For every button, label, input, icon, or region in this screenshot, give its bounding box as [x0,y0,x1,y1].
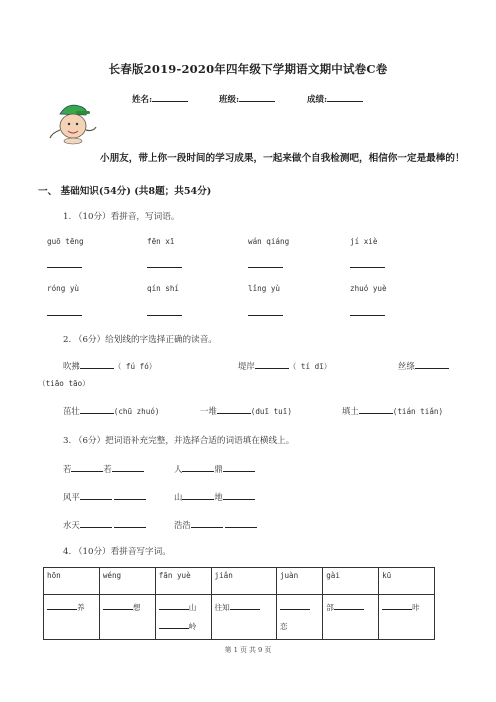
answer-cell[interactable]: 山 岭 [155,595,211,640]
answer-blank[interactable] [147,315,182,316]
page-title: 长春版2019-2020年四年级下学期语文期中试卷C卷 [108,62,388,76]
reading-item: 堤岸 （ tí dī） [238,361,332,371]
name-blank[interactable] [152,92,188,102]
reading-item: 一堆 (duī tuī) [200,406,292,416]
class-blank[interactable] [239,92,275,102]
reading-item: 茁壮 (chū zhuó) [63,406,160,416]
idiom-item: 浩浩 [174,518,257,531]
answer-cell[interactable]: 咔 [379,595,435,640]
idiom-item: 水天 [63,518,146,531]
answer-blank[interactable] [71,462,103,472]
reading-item: 吹拂 （ fú fó） [63,361,157,371]
pinyin-cell: jiǎn [211,568,276,595]
reading-options: （tiāo tāo） [38,379,90,388]
answer-blank[interactable] [114,518,146,528]
reading-item: 丝绦 [398,359,449,372]
pinyin-cell: hōn [44,568,100,595]
pinyin-item: róng yù [47,284,80,293]
answer-blank[interactable] [112,462,144,472]
answer-blank[interactable] [225,518,257,528]
pinyin-table [43,567,435,640]
pinyin-item: wán qiáng [248,237,290,246]
answer-blank[interactable] [223,462,255,472]
question-1-prompt: 1. （10分）看拼音，写词语。 [63,212,180,222]
class-label: 班级: [219,95,240,105]
answer-blank[interactable] [350,267,385,268]
answer-blank[interactable] [350,315,385,316]
answer-blank[interactable] [182,490,214,500]
pinyin-cell: fān yuè [155,568,211,595]
answer-blank[interactable] [248,315,283,316]
question-4-prompt: 4. （10分）看拼音写字词。 [63,547,171,557]
pinyin-item: zhuó yuè [350,284,387,293]
answer-blank[interactable] [217,404,251,414]
answer-blank[interactable] [248,267,283,268]
idiom-item: 人 鼎 [174,462,255,475]
question-3-prompt: 3. （6分）把词语补充完整，并选择合适的词语填在横线上。 [63,436,295,446]
answer-blank[interactable] [223,490,255,500]
answer-blank[interactable] [80,404,114,414]
question-2-prompt: 2. （6分）给划线的字选择正确的读音。 [63,335,217,345]
answer-cell[interactable]: 恋 [276,595,322,640]
answer-blank[interactable] [147,267,182,268]
pinyin-cell: kū [379,568,435,595]
pinyin-item: qín shí [147,284,180,293]
name-label: 姓名: [132,95,153,105]
pinyin-item: jí xiè [350,237,378,246]
score-blank[interactable] [327,92,363,102]
intro-text: 小朋友，带上你一段时间的学习成果，一起来做个自我检测吧，相信你一定是最棒的！ [100,153,465,164]
pinyin-cell: gài [323,568,379,595]
idiom-item: 山 地 [174,490,255,503]
name-field[interactable] [132,92,188,105]
idiom-item: 风平 [63,490,146,503]
answer-blank[interactable] [415,359,449,369]
answer-blank[interactable] [359,404,393,414]
answer-blank[interactable] [182,462,214,472]
reading-item: 填土 (tián tiǎn) [342,406,444,416]
score-field[interactable] [307,92,363,105]
class-field[interactable] [219,92,275,105]
section-header: 一、 基础知识(54分) (共8题；共54分) [38,186,212,197]
answer-cell[interactable]: 想 [99,595,155,640]
answer-blank[interactable] [255,359,289,369]
answer-blank[interactable] [47,315,82,316]
mascot-illustration [46,100,102,146]
answer-blank[interactable] [114,490,146,500]
answer-blank[interactable] [47,267,82,268]
pinyin-cell: wéng [99,568,155,595]
answer-blank[interactable] [80,490,112,500]
answer-cell[interactable]: 部 [323,595,379,640]
score-label: 成绩: [307,95,328,105]
page-footer: 第 1 页 共 9 页 [224,646,272,654]
answer-cell[interactable]: 往知 [211,595,276,640]
pinyin-item: guō tēng [47,237,84,246]
answer-blank[interactable] [191,518,223,528]
pinyin-item: fēn xī [147,237,175,246]
answer-blank[interactable] [80,359,114,369]
answer-blank[interactable] [80,518,112,528]
answer-cell[interactable]: 养 [44,595,100,640]
idiom-item: 若 若 [63,462,144,475]
pinyin-cell: juàn [276,568,322,595]
pinyin-item: lǐng yù [248,284,281,293]
